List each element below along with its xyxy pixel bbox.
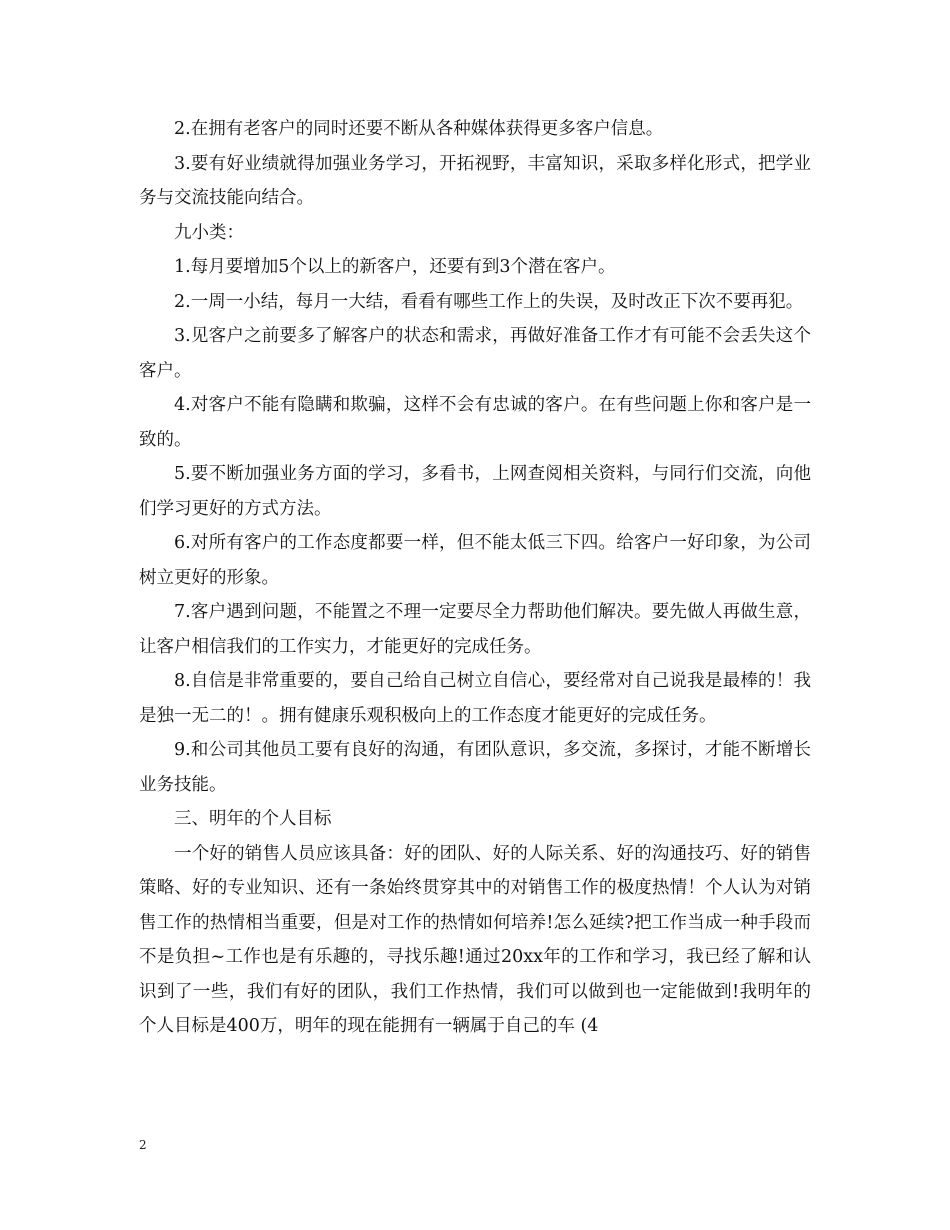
paragraph-7: 4.对客户不能有隐瞒和欺骗，这样不会有忠诚的客户。在有些问题上你和客户是一致的。 (139, 395, 811, 450)
paragraph-9: 6.对所有客户的工作态度都要一样，但不能太低三下四。给客户一好印象，为公司树立更好的形象。 (139, 533, 811, 588)
paragraph-6: 3.见客户之前要多了解客户的状态和需求，再做好准备工作才有可能不会丢失这个客户。 (139, 326, 811, 381)
paragraph-14: 一个好的销售人员应该具备：好的团队、好的人际关系、好的沟通技巧、好的销售策略、好的专业知识、还有一条始终贯穿其中的对销售工作的极度热情！个人认为对销售工作的热情相当重要，但是对工作的热情如何培养!怎么延续?把工作当成一种手段而不是负担~工作也是有乐趣的，寻找乐趣!通过20xx年的工作和学习，我已经了解和认识到了一些，我们有好的团队，我们工作热情，我们可以做到也一定能做到!我明年的个人目标是400万，明年的现在能拥有一辆属于自己的车 (4 (139, 843, 811, 1036)
section-heading-next-year-goals: 三、明年的个人目标 (174, 809, 332, 829)
paragraph-8: 5.要不断加强业务方面的学习，多看书，上网查阅相关资料，与同行们交流，向他们学习更好的方式方法。 (139, 464, 811, 519)
paragraph-10: 7.客户遇到问题，不能置之不理一定要尽全力帮助他们解决。要先做人再做生意，让客户相信我们的工作实力，才能更好的完成任务。 (139, 602, 811, 657)
paragraph-5: 2.一周一小结，每月一大结，看看有哪些工作上的失误，及时改正下次不要再犯。 (174, 291, 804, 312)
paragraph-4: 1.每月要增加5个以上的新客户，还要有到3个潜在客户。 (174, 257, 616, 277)
paragraph-2: 3.要有好业绩就得加强业务学习，开拓视野，丰富知识，采取多样化形式，把学业务与交流技能向结合。 (139, 153, 811, 208)
section-heading-nine-categories: 九小类： (174, 222, 244, 243)
document-body (139, 112, 811, 1044)
paragraph-12: 9.和公司其他员工要有良好的沟通，有团队意识，多交流，多探讨，才能不断增长业务技能。 (139, 740, 811, 795)
page-number: 2 (139, 1138, 147, 1152)
paragraph-1: 2.在拥有老客户的同时还要不断从各种媒体获得更多客户信息。 (174, 119, 664, 139)
paragraph-11: 8.自信是非常重要的，要自己给自己树立自信心，要经常对自己说我是最棒的！我是独一无二的！。拥有健康乐观积极向上的工作态度才能更好的完成任务。 (139, 671, 811, 726)
